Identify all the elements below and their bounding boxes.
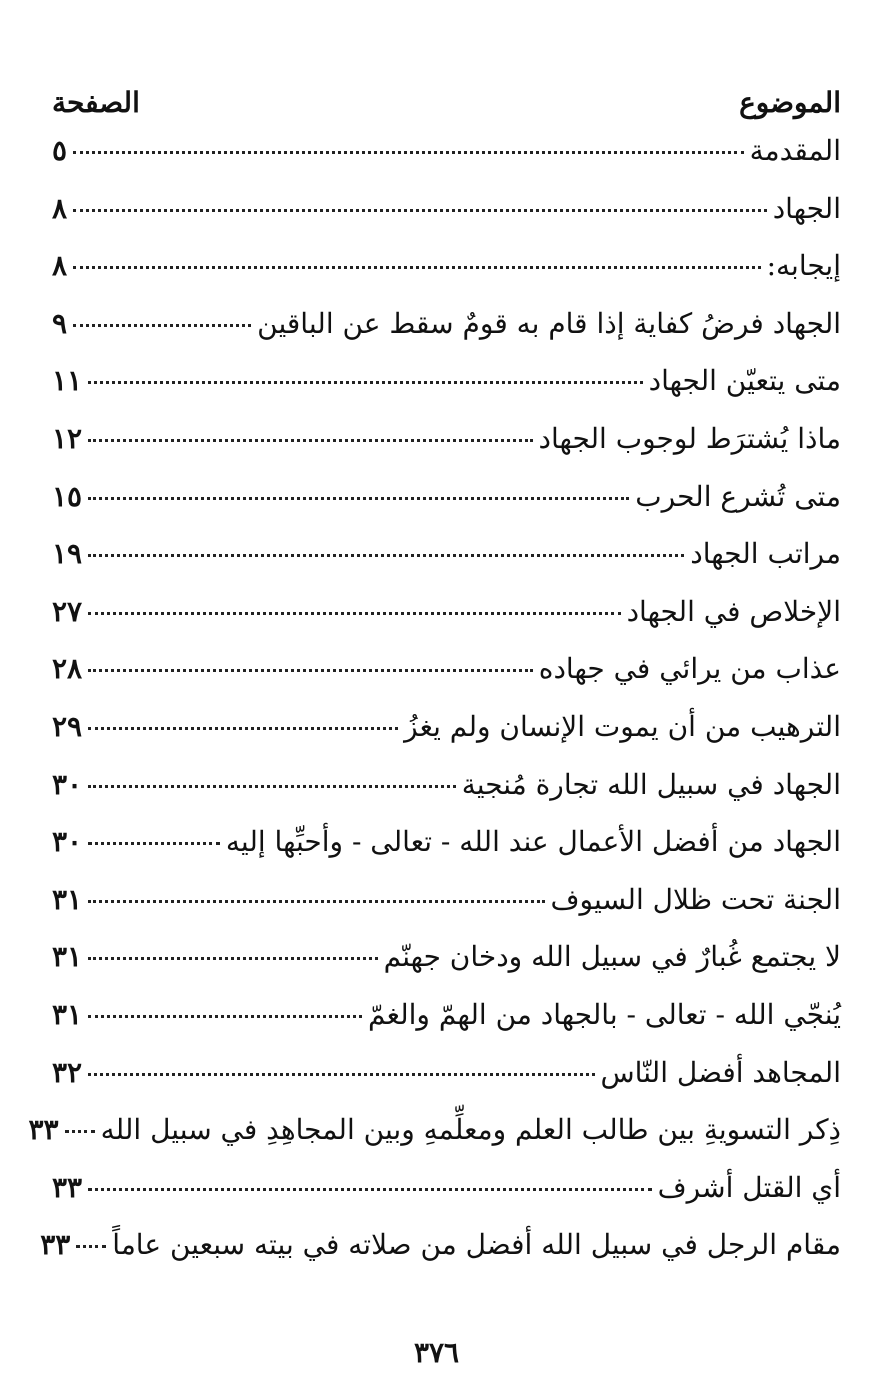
toc-entry-page: ١٩ xyxy=(52,537,83,571)
toc-entry-page: ٣٣ xyxy=(52,1170,83,1204)
toc-entry-page: ١٥ xyxy=(52,479,83,513)
toc-dot-leader xyxy=(88,900,544,903)
toc-dot-leader xyxy=(65,1130,95,1133)
toc-entry-page: ٩ xyxy=(52,306,68,340)
toc-entry xyxy=(52,871,841,929)
toc-entry xyxy=(52,468,841,526)
toc-entry xyxy=(52,295,841,353)
toc-entry-page: ٣١ xyxy=(52,997,83,1031)
topic-column-label: الموضوع xyxy=(739,85,841,119)
toc-entry-title: إيجابه: xyxy=(766,249,841,283)
toc-dot-leader xyxy=(73,324,251,327)
toc-entry xyxy=(52,640,841,698)
toc-entry-page: ٥ xyxy=(52,134,68,167)
toc-dot-leader xyxy=(88,842,220,845)
toc-entry xyxy=(52,352,841,410)
toc-entry-page: ٣٣ xyxy=(40,1228,71,1262)
page-number: ٣٧٦ xyxy=(413,1336,460,1369)
toc-entry-page: ٣٠ xyxy=(52,767,83,801)
toc-dot-leader xyxy=(73,266,761,269)
toc-dot-leader xyxy=(88,554,684,557)
toc-entry-title: الجنة تحت ظلال السيوف xyxy=(550,882,841,916)
toc-header xyxy=(52,78,841,126)
toc-entry-page: ٢٨ xyxy=(52,652,83,686)
toc-entry-page: ١١ xyxy=(52,364,83,398)
toc-entry xyxy=(52,1044,841,1102)
toc-entry xyxy=(52,1159,841,1217)
toc-entry-title: متى تُشرع الحرب xyxy=(635,479,841,513)
toc-entry xyxy=(52,813,841,871)
toc-entry-page: ٨ xyxy=(52,191,68,225)
toc-entry-title: متى يتعيّن الجهاد xyxy=(648,364,841,398)
toc-entry xyxy=(52,583,841,641)
toc-dot-leader xyxy=(88,612,620,615)
toc-entry-title: ذِكر التسويةِ بين طالب العلم ومعلِّمهِ وبين المجاهِدِ في سبيل الله xyxy=(100,1113,841,1147)
toc-dot-leader xyxy=(73,209,767,212)
toc-entry-page: ٨ xyxy=(52,249,68,283)
toc-entry xyxy=(52,986,841,1044)
toc-entry-title: يُنجّي الله - تعالى - بالجهاد من الهمّ والغمّ xyxy=(367,997,841,1031)
toc-dot-leader xyxy=(88,439,532,442)
toc-entry-title: الجهاد من أفضل الأعمال عند الله - تعالى - وأحبِّها إليه xyxy=(225,825,841,859)
toc-entry-page: ٣٠ xyxy=(52,825,83,859)
toc-entry xyxy=(52,180,841,238)
toc-entry-title: مراتب الجهاد xyxy=(690,537,841,571)
toc-entry-page: ٢٧ xyxy=(52,594,83,628)
toc-entry-title: المقدمة xyxy=(749,134,841,167)
toc-entry-page: ٣٣ xyxy=(28,1113,59,1147)
toc-entry-page: ١٢ xyxy=(52,421,83,455)
toc-entry-title: الجهاد في سبيل الله تجارة مُنجية xyxy=(461,767,841,801)
toc-dot-leader xyxy=(76,1245,106,1248)
toc-dot-leader xyxy=(88,1015,362,1018)
table-of-contents xyxy=(28,122,841,1274)
toc-dot-leader xyxy=(73,151,744,154)
toc-entry-title: لا يجتمع غُبارٌ في سبيل الله ودخان جهنّم xyxy=(383,940,841,974)
toc-entry-title: الجهاد xyxy=(772,191,841,225)
toc-entry xyxy=(52,410,841,468)
toc-entry-title: أي القتل أشرف xyxy=(657,1170,841,1204)
toc-entry-title: عذاب من يرائي في جهاده xyxy=(538,652,841,686)
toc-entry xyxy=(52,698,841,756)
toc-dot-leader xyxy=(88,669,533,672)
toc-entry xyxy=(52,122,841,180)
page-column-label: الصفحة xyxy=(52,85,140,119)
toc-entry xyxy=(52,237,841,295)
toc-entry-page: ٢٩ xyxy=(52,709,83,743)
toc-dot-leader xyxy=(88,957,378,960)
toc-entry-title: الجهاد فرضُ كفاية إذا قام به قومٌ سقط عن الباقين xyxy=(257,306,841,340)
toc-entry xyxy=(28,1101,841,1159)
toc-entry-page: ٣١ xyxy=(52,882,83,916)
toc-dot-leader xyxy=(88,1188,652,1191)
toc-entry-title: الإخلاص في الجهاد xyxy=(626,594,841,628)
toc-entry xyxy=(40,1216,841,1274)
toc-entry-page: ٣٢ xyxy=(52,1055,83,1089)
toc-entry xyxy=(52,928,841,986)
toc-entry xyxy=(52,525,841,583)
toc-dot-leader xyxy=(88,1073,594,1076)
toc-dot-leader xyxy=(88,727,398,730)
toc-entry-title: المجاهد أفضل النّاس xyxy=(600,1055,841,1089)
toc-dot-leader xyxy=(88,497,629,500)
toc-dot-leader xyxy=(88,381,643,384)
toc-dot-leader xyxy=(88,785,456,788)
toc-entry-title: مقام الرجل في سبيل الله أفضل من صلاته في بيته سبعين عاماً xyxy=(112,1228,841,1262)
toc-entry xyxy=(52,756,841,814)
toc-entry-title: ماذا يُشترَط لوجوب الجهاد xyxy=(538,421,841,455)
toc-entry-title: الترهيب من أن يموت الإنسان ولم يغزُ xyxy=(404,709,841,743)
toc-entry-page: ٣١ xyxy=(52,940,83,974)
